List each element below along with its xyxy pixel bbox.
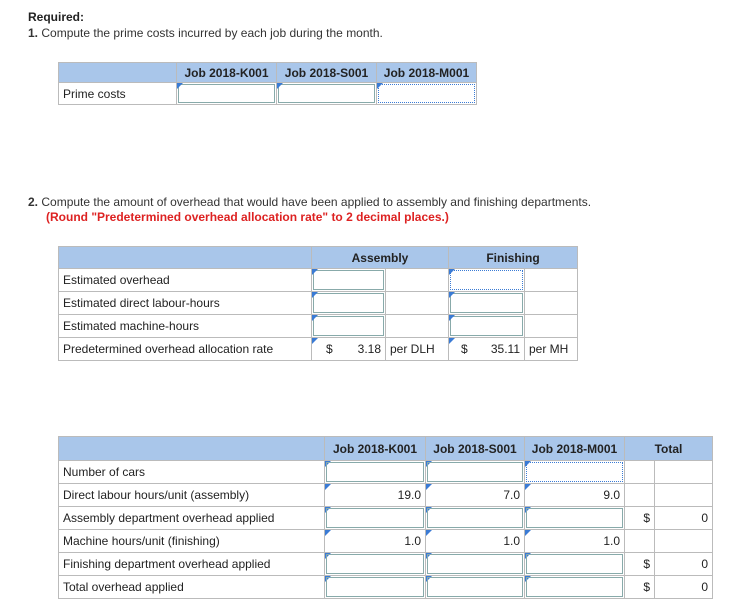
question-2-text: Compute the amount of overhead that would have been applied to assembly and finishing departments. [41, 195, 592, 209]
cell-value: 1.0 [503, 534, 520, 548]
finishing-overhead-input[interactable] [449, 269, 525, 292]
cell-m001-input[interactable] [525, 484, 625, 507]
input-marker-icon [525, 530, 531, 536]
table-row [59, 461, 713, 484]
question-1-text: Compute the prime costs incurred by each job during the month. [41, 26, 383, 40]
table-row [59, 507, 713, 530]
estimated-overhead-label: Estimated overhead [59, 269, 312, 292]
input-marker-icon [325, 484, 331, 490]
total-currency [625, 461, 655, 484]
overhead-applied-table [58, 436, 713, 599]
cell-m001-input[interactable] [525, 553, 625, 576]
table1-corner [59, 63, 177, 83]
input-marker-icon [312, 315, 318, 321]
table1-header-m001: Job 2018-M001 [377, 63, 477, 83]
finishing-mh-input[interactable] [449, 315, 525, 338]
row-label: Finishing department overhead applied [59, 553, 325, 576]
estimated-mh-label: Estimated machine-hours [59, 315, 312, 338]
question-2-note: (Round "Predetermined overhead allocation rate" to 2 decimal places.) [46, 210, 449, 224]
total-value [655, 461, 713, 484]
table1-header-k001: Job 2018-K001 [177, 63, 277, 83]
assembly-rate-currency: $ [326, 342, 333, 356]
prime-costs-table [58, 62, 477, 105]
table-row [59, 553, 713, 576]
table3-header-s001: Job 2018-S001 [426, 437, 525, 461]
finishing-dlh-input[interactable] [449, 292, 525, 315]
table2-header-assembly: Assembly [312, 247, 449, 269]
question-1 [28, 26, 383, 40]
required-heading: Required: [28, 10, 85, 24]
input-marker-icon [312, 292, 318, 298]
cell-value: 1.0 [404, 534, 421, 548]
cell-value: 9.0 [603, 488, 620, 502]
cell-m001-input[interactable] [525, 576, 625, 599]
assembly-mh-blank [386, 315, 449, 338]
cell-m001-input[interactable] [525, 530, 625, 553]
total-currency [625, 530, 655, 553]
cell-value: 1.0 [603, 534, 620, 548]
total-value: 0 [655, 576, 713, 599]
assembly-overhead-blank [386, 269, 449, 292]
assembly-rate-unit: per DLH [386, 338, 449, 361]
table-row [59, 484, 713, 507]
cell-value: 19.0 [397, 488, 421, 502]
table2-corner [59, 247, 312, 269]
finishing-overhead-blank [525, 269, 578, 292]
finishing-rate-unit: per MH [525, 338, 578, 361]
prime-costs-label: Prime costs [59, 83, 177, 105]
finishing-rate-value: 35.11 [490, 342, 520, 356]
table3-corner [59, 437, 325, 461]
total-value [655, 530, 713, 553]
estimated-dlh-label: Estimated direct labour-hours [59, 292, 312, 315]
cell-s001-input[interactable] [426, 530, 525, 553]
total-value: 0 [655, 553, 713, 576]
assembly-mh-input[interactable] [312, 315, 386, 338]
cell-k001-input[interactable] [325, 484, 426, 507]
cell-k001-input[interactable] [325, 507, 426, 530]
row-label: Total overhead applied [59, 576, 325, 599]
table1-header-s001: Job 2018-S001 [277, 63, 377, 83]
finishing-rate-currency: $ [461, 342, 468, 356]
prime-costs-s001-input[interactable] [277, 83, 377, 105]
assembly-rate-input[interactable] [312, 338, 386, 361]
input-marker-icon [325, 530, 331, 536]
prime-costs-m001-input[interactable] [377, 83, 477, 105]
cell-m001-input[interactable] [525, 461, 625, 484]
table3-header-k001: Job 2018-K001 [325, 437, 426, 461]
input-marker-icon [426, 484, 432, 490]
cell-s001-input[interactable] [426, 461, 525, 484]
cell-k001-input[interactable] [325, 553, 426, 576]
finishing-mh-blank [525, 315, 578, 338]
input-marker-icon [312, 338, 318, 344]
table3-header-total: Total [625, 437, 713, 461]
finishing-dlh-blank [525, 292, 578, 315]
cell-m001-input[interactable] [525, 507, 625, 530]
input-marker-icon [525, 484, 531, 490]
total-currency: $ [625, 576, 655, 599]
rate-label: Predetermined overhead allocation rate [59, 338, 312, 361]
question-2-number: 2. [28, 195, 39, 209]
prime-costs-k001-input[interactable] [177, 83, 277, 105]
input-marker-icon [449, 292, 455, 298]
total-value [655, 484, 713, 507]
total-value: 0 [655, 507, 713, 530]
total-currency: $ [625, 553, 655, 576]
assembly-overhead-input[interactable] [312, 269, 386, 292]
assembly-dlh-input[interactable] [312, 292, 386, 315]
input-marker-icon [449, 338, 455, 344]
cell-s001-input[interactable] [426, 484, 525, 507]
cell-k001-input[interactable] [325, 576, 426, 599]
input-marker-icon [177, 83, 183, 89]
cell-k001-input[interactable] [325, 461, 426, 484]
input-marker-icon [312, 269, 318, 275]
row-label: Number of cars [59, 461, 325, 484]
cell-s001-input[interactable] [426, 576, 525, 599]
total-currency [625, 484, 655, 507]
input-marker-icon [449, 269, 455, 275]
input-marker-icon [377, 83, 383, 89]
row-label: Machine hours/unit (finishing) [59, 530, 325, 553]
table2-header-finishing: Finishing [449, 247, 578, 269]
finishing-rate-input[interactable] [449, 338, 525, 361]
cell-s001-input[interactable] [426, 507, 525, 530]
overhead-rate-table [58, 246, 578, 361]
row-label: Direct labour hours/unit (assembly) [59, 484, 325, 507]
input-marker-icon [449, 315, 455, 321]
table-row [59, 576, 713, 599]
total-currency: $ [625, 507, 655, 530]
question-2 [28, 195, 591, 209]
table-row [59, 530, 713, 553]
input-marker-icon [277, 83, 283, 89]
question-1-number: 1. [28, 26, 39, 40]
assembly-dlh-blank [386, 292, 449, 315]
table3-header-m001: Job 2018-M001 [525, 437, 625, 461]
cell-s001-input[interactable] [426, 553, 525, 576]
input-marker-icon [426, 530, 432, 536]
row-label: Assembly department overhead applied [59, 507, 325, 530]
assembly-rate-value: 3.18 [357, 342, 381, 356]
cell-k001-input[interactable] [325, 530, 426, 553]
cell-value: 7.0 [503, 488, 520, 502]
